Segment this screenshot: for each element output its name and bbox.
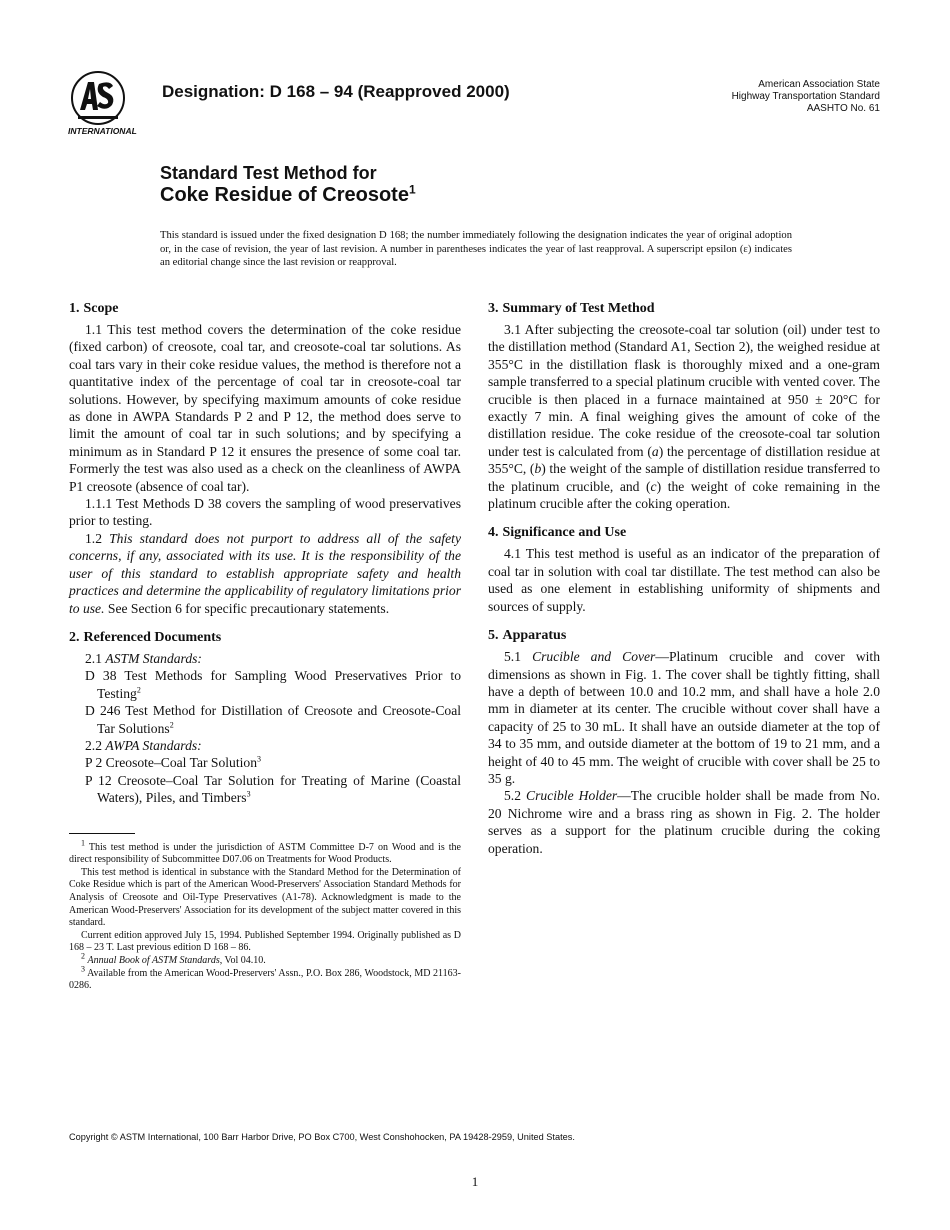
page-title [160,163,416,207]
italic-text: b [534,461,542,477]
footnote-text: , Vol 04.10. [219,954,266,966]
issued-note: This standard is issued under the fixed designation D 168; the number immediately following the designation indicates the year of original adoption or, in the case of revision, the year of last revision. A number in parentheses indicates the year of last reapproval. A superscript epsilon (ε) indicates an editorial change since the last revision or reapproval. [160,230,792,268]
reference-text: P 12 Creosote–Coal Tar Solution for Treating of Marine (Coastal Waters), Piles, and Timbers [85,772,461,806]
section-title: Significance and Use [502,525,627,541]
section-number: 4. [488,525,499,541]
section-title: Referenced Documents [83,629,222,645]
section-heading [69,629,461,647]
section-number: 2. [69,629,80,645]
text: —The crucible holder shall be made from No. 20 Nichrome wire and a brass ring as shown in Fig. 2. The holder serves as a support for the platinum crucible during the coking operation. [488,788,881,856]
paragraph: 1.1.1 Test Methods D 38 covers the sampling of wood preservatives prior to testing. [69,496,461,529]
footnote [69,964,461,993]
text: ) the weight of coke remaining in the platinum crucible after the coking operation. [488,478,880,512]
subheading [69,650,461,667]
footnote-ref: 3 [246,789,251,799]
footnote-number: 3 [81,964,85,974]
title-footnote-ref: 1 [408,182,416,197]
footnotes [69,838,461,993]
text: ) the percentage of distillation residue at 355°C, ( [488,443,880,477]
footnote [69,951,461,968]
title-line-1: Standard Test Method for [160,163,377,183]
paragraph [69,530,461,617]
logo-subtitle: INTERNATIONAL [68,126,137,136]
italic-text: Crucible and Cover [532,649,656,665]
paragraph-number: 1.2 [85,530,102,546]
section-title: Apparatus [502,628,567,644]
footnote-divider [69,833,135,834]
designation: Designation: D 168 – 94 (Reapproved 2000) [162,82,510,101]
paragraph-number: 5.2 [504,788,521,804]
section-heading [488,300,880,318]
reference-item [69,667,461,702]
section-heading [69,300,461,318]
italic-text: Crucible Holder [526,788,618,804]
reference-item [69,772,461,807]
paragraph [488,648,880,787]
section-number: 1. [69,301,80,316]
italic-text: c [650,478,657,494]
reference-text: D 38 Test Methods for Sampling Wood Preservatives Prior to Testing [85,668,461,701]
aashto-line: Highway Transportation Standard [731,91,880,102]
section-number: 5. [488,628,499,644]
aashto-line: American Association State [758,79,880,90]
right-column [488,300,880,869]
page-number: 1 [471,1174,479,1189]
section-apparatus [488,627,880,857]
section-heading [488,627,880,645]
text: 3.1 After subjecting the creosote-coal tar solution (oil) under test to the distillation method (Standard A1, Section 2), the weighed residue at 355°C in the distillation flask is thoroughly mixed and a one-gram sample transferred to a special platinum crucible with vented cover. The crucible is then placed in a furnace maintained at 950 ± 20°C for exactly 7 min. A final weighing gives the amount of coke of the distillation residue. The coke residue of the creosote-coal tar solution under test is calculated from ( [488,322,880,459]
footnote-ref: 3 [257,754,261,764]
title-line-2 [160,184,416,207]
paragraph: 4.1 This test method is useful as an indicator of the preparation of coal tar in solution with coal tar distillate. The test method can also be used as one element in establishing uniformity of shipments and sources of supply. [488,546,880,614]
section-number: 3. [488,301,499,316]
section-scope [69,300,461,617]
footnote: Current edition approved July 15, 1994. Published September 1994. Originally published as D 168 – 23 T. Last previous edition D 168 – 86. [69,929,461,954]
footnote-number: 2 [81,951,85,961]
italic-text: ASTM Standards: [105,650,202,666]
reference-text: D 246 Test Method for Distillation of Creosote and Creosote-Coal Tar Solutions [85,703,461,736]
section-summary [488,300,880,512]
section-title: Summary of Test Method [502,301,655,316]
section-referenced-documents [69,629,461,807]
paragraph-number: 2.1 [85,650,102,666]
aashto-line: AASHTO No. 61 [806,103,880,114]
paragraph-number: 5.1 [504,649,521,665]
title-text: Coke Residue of Creosote [160,184,409,206]
section-heading [488,524,880,542]
footnote [69,838,461,867]
footnote-text: Available from the American Wood-Preservers' Assn., P.O. Box 286, Woodstock, MD 21163-0286. [69,967,461,992]
text: See Section 6 for specific precautionary statements. [107,600,390,616]
paragraph-number: 2.2 [85,737,102,753]
footnote-number: 1 [81,838,85,848]
astm-logo [66,70,150,138]
text: ) the weight of the sample of distillation residue transferred to the platinum crucible, and ( [488,461,881,494]
astm-logo-icon [66,70,150,138]
left-column [69,300,461,993]
subheading [69,737,461,754]
section-significance [488,524,880,615]
text: —Platinum crucible and cover with dimensions as shown in Fig. 1. The cover shall be tightly fitting, shall have a depth of between 10.0 and 10.2 mm, and shall have a hole 2.0 mm in diameter at its center. The crucible without cover shall have a capacity of 25 to 30 mL. It shall have an outside diameter at the top of 34 to 35 mm, and outside diameter at the bottom of 19 to 21 mm, and a height of 40 to 45 mm. The weight of crucible with cover shall be 25 to 35 g. [488,649,881,786]
footnote-ref: 2 [136,685,141,695]
reference-item [69,754,461,771]
copyright-notice: Copyright © ASTM International, 100 Barr Harbor Drive, PO Box C700, West Conshohocken, PA 19428-2959, United States. [69,1132,575,1142]
section-title: Scope [83,301,119,316]
paragraph [488,321,880,512]
reference-text: P 2 Creosote–Coal Tar Solution [85,755,257,771]
footnote-text: This test method is under the jurisdiction of ASTM Committee D-7 on Wood and is the direct responsibility of Subcommittee D07.06 on Treatments for Wood Products. [69,841,461,866]
aashto-note [732,79,880,115]
paragraph [488,787,880,857]
footnote-ref: 2 [169,720,174,729]
italic-text: a [651,443,659,459]
footnote: This test method is identical in substance with the Standard Method for the Determination of Coke Residue which is part of the American Wood-Preservers' Association Standard Methods for Analysis of Creosote and Oil-Type Preservatives (A1-78). Acknowledgment is made to the American Wood-Preservers' Association for its development of the subject matter covered in this standard. [69,866,461,929]
paragraph: 1.1 This test method covers the determination of the coke residue (fixed carbon) of creosote, coal tar, and creosote-coal tar solutions. As coal tars vary in their coke residue values, the method is therefore not a quantitative index of the percentage of coal tar in creosote-coal tar solutions. However, by specifying maximum amounts of coke residue as done in AWPA Standards P 2 and P 12, the method does serve to limit the amount of coal tar in such solutions; and by specifying a minimum as in Standard P 12 it ensures the presence of some coal tar. Formerly the test was also used as a check on the cleanliness of AWPA P1 creosote (absence of coal tar). [69,322,461,494]
reference-item [69,702,461,737]
italic-text: Annual Book of ASTM Standards [87,954,220,966]
italic-text: AWPA Standards: [105,737,202,753]
italic-text: This standard does not purport to address all of the safety concerns, if any, associated with its use. It is the responsibility of the user of this standard to establish appropriate safety and health practices and determine the applicability of regulatory limitations prior to use. [69,530,461,616]
